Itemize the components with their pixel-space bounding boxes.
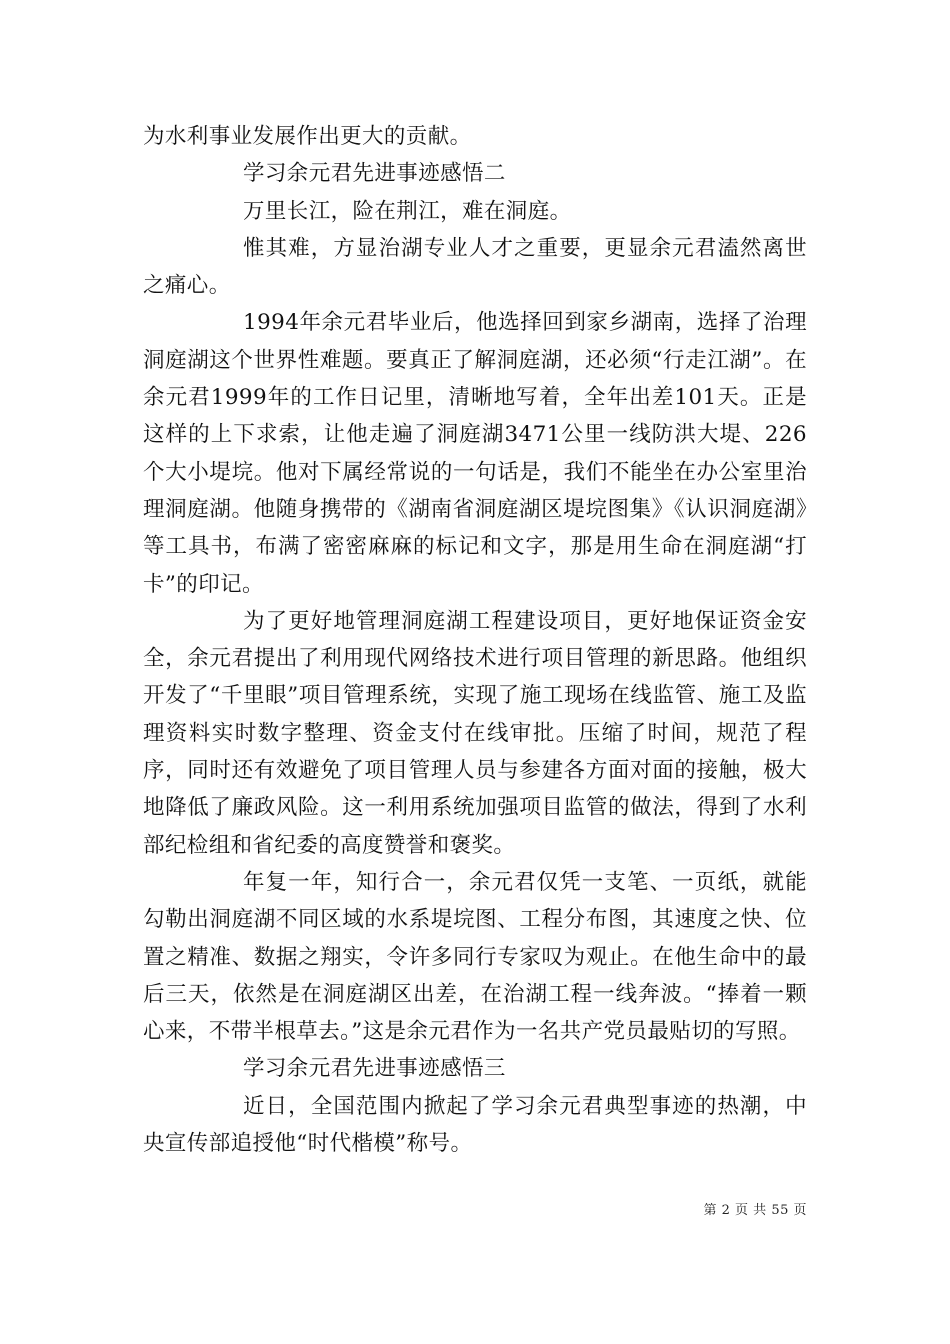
section-heading-2: 学习余元君先进事迹感悟二	[243, 161, 506, 187]
continuation-paragraph: 为水利事业发展作出更大的贡献。	[143, 124, 472, 149]
paragraph-5: 年复一年，知行合一，余元君仅凭一支笔、一页纸，就能勾勒出洞庭湖不同区域的水系堤垸图、工程分布图，其速度之快、位置之精准、数据之翔实，令许多同行专家叹为观止。在他生命中的最后三天，依然是在洞庭湖区出差，在治湖工程一线奔波。“捧着一颗心来，不带半根草去。”这是余元君作为一名共产党员最贴切的写照。	[143, 869, 807, 1045]
paragraph-1: 万里长江，险在荆江，难在洞庭。	[243, 198, 572, 224]
paragraph-2: 惟其难，方显治湖专业人才之重要，更显余元君溘然离世之痛心。	[143, 235, 807, 299]
section-heading-3: 学习余元君先进事迹感悟三	[243, 1056, 506, 1082]
document-body	[143, 118, 807, 1162]
page-number-footer: 第 2 页 共 55 页	[703, 1203, 807, 1218]
paragraph-4: 为了更好地管理洞庭湖工程建设项目，更好地保证资金安全，余元君提出了利用现代网络技术进行项目管理的新思路。他组织开发了“千里眼”项目管理系统，实现了施工现场在线监管、施工及监理资料实时数字整理、资金支付在线审批。压缩了时间，规范了程序，同时还有效避免了项目管理人员与参建各方面对面的接触，极大地降低了廉政风险。这一利用系统加强项目监管的做法，得到了水利部纪检组和省纪委的高度赞誉和褒奖。	[143, 608, 807, 858]
paragraph-6: 近日，全国范围内掀起了学习余元君典型事迹的热潮，中央宣传部追授他“时代楷模”称号。	[143, 1093, 807, 1157]
paragraph-3: 1994年余元君毕业后，他选择回到家乡湖南，选择了治理洞庭湖这个世界性难题。要真正了解洞庭湖，还必须“行走江湖”。在余元君1999年的工作日记里，清晰地写着，全年出差101天。正是这样的上下求索，让他走遍了洞庭湖3471公里一线防洪大堤、226个大小堤垸。他对下属经常说的一句话是，我们不能坐在办公室里治理洞庭湖。他随身携带的《湖南省洞庭湖区堤垸图集》《认识洞庭湖》等工具书，布满了密密麻麻的标记和文字，那是用生命在洞庭湖“打卡”的印记。	[143, 310, 807, 597]
